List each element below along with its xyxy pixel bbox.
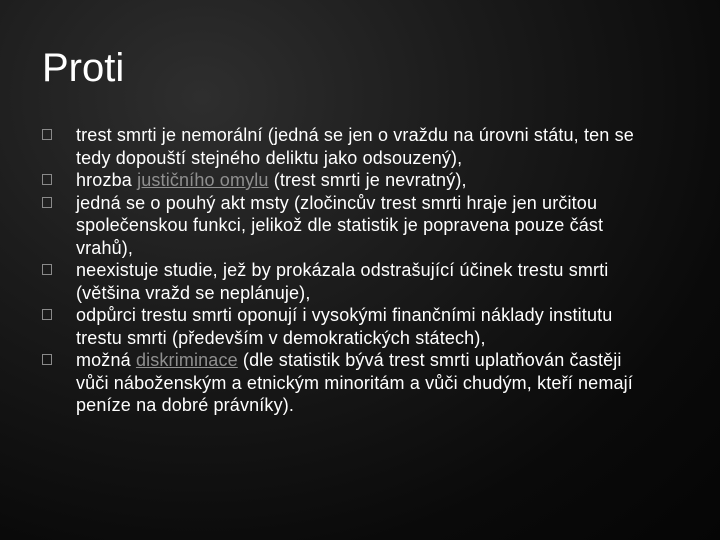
bullet-list <box>42 124 642 417</box>
slide-title: Proti <box>42 46 125 90</box>
square-bullet-icon <box>42 174 52 185</box>
bullet-text: možná <box>76 350 136 370</box>
bullet-text: neexistuje studie, jež by prokázala odstrašující účinek trestu smrti (většina vražd se neplánuje), <box>76 260 609 303</box>
bullet-item <box>42 304 642 349</box>
hyperlink[interactable]: diskriminace <box>135 350 238 370</box>
bullet-text: hrozba <box>76 170 138 190</box>
square-bullet-icon <box>42 197 52 208</box>
bullet-text: jedná se o pouhý akt msty (zločincův trest smrti hraje jen určitou společenskou funkci, jelikož dle statistik je popravena pouze část vrahů), <box>76 192 604 258</box>
bullet-text: trest smrti je nemorální (jedná se jen o vraždu na úrovni státu, ten se tedy dopouští stejného deliktu jako odsouzený), <box>76 125 634 168</box>
square-bullet-icon <box>42 309 52 320</box>
bullet-item <box>42 192 642 260</box>
bullet-item <box>42 349 642 417</box>
bullet-text: odpůrci trestu smrti oponují i vysokými finančními náklady institutu trestu smrti (především v demokratických státech), <box>76 305 613 348</box>
square-bullet-icon <box>42 264 52 275</box>
bullet-item <box>42 169 642 192</box>
square-bullet-icon <box>42 354 52 365</box>
square-bullet-icon <box>42 129 52 140</box>
bullet-text: (trest smrti je nevratný), <box>268 170 467 190</box>
bullet-item <box>42 259 642 304</box>
hyperlink[interactable]: justičního omylu <box>137 170 269 190</box>
bullet-text: (dle statistik bývá trest smrti uplatňován častěji vůči náboženským a etnickým minoritám a vůči chudým, kteří nemají peníze na dobré právníky). <box>76 350 633 415</box>
bullet-item <box>42 124 642 169</box>
